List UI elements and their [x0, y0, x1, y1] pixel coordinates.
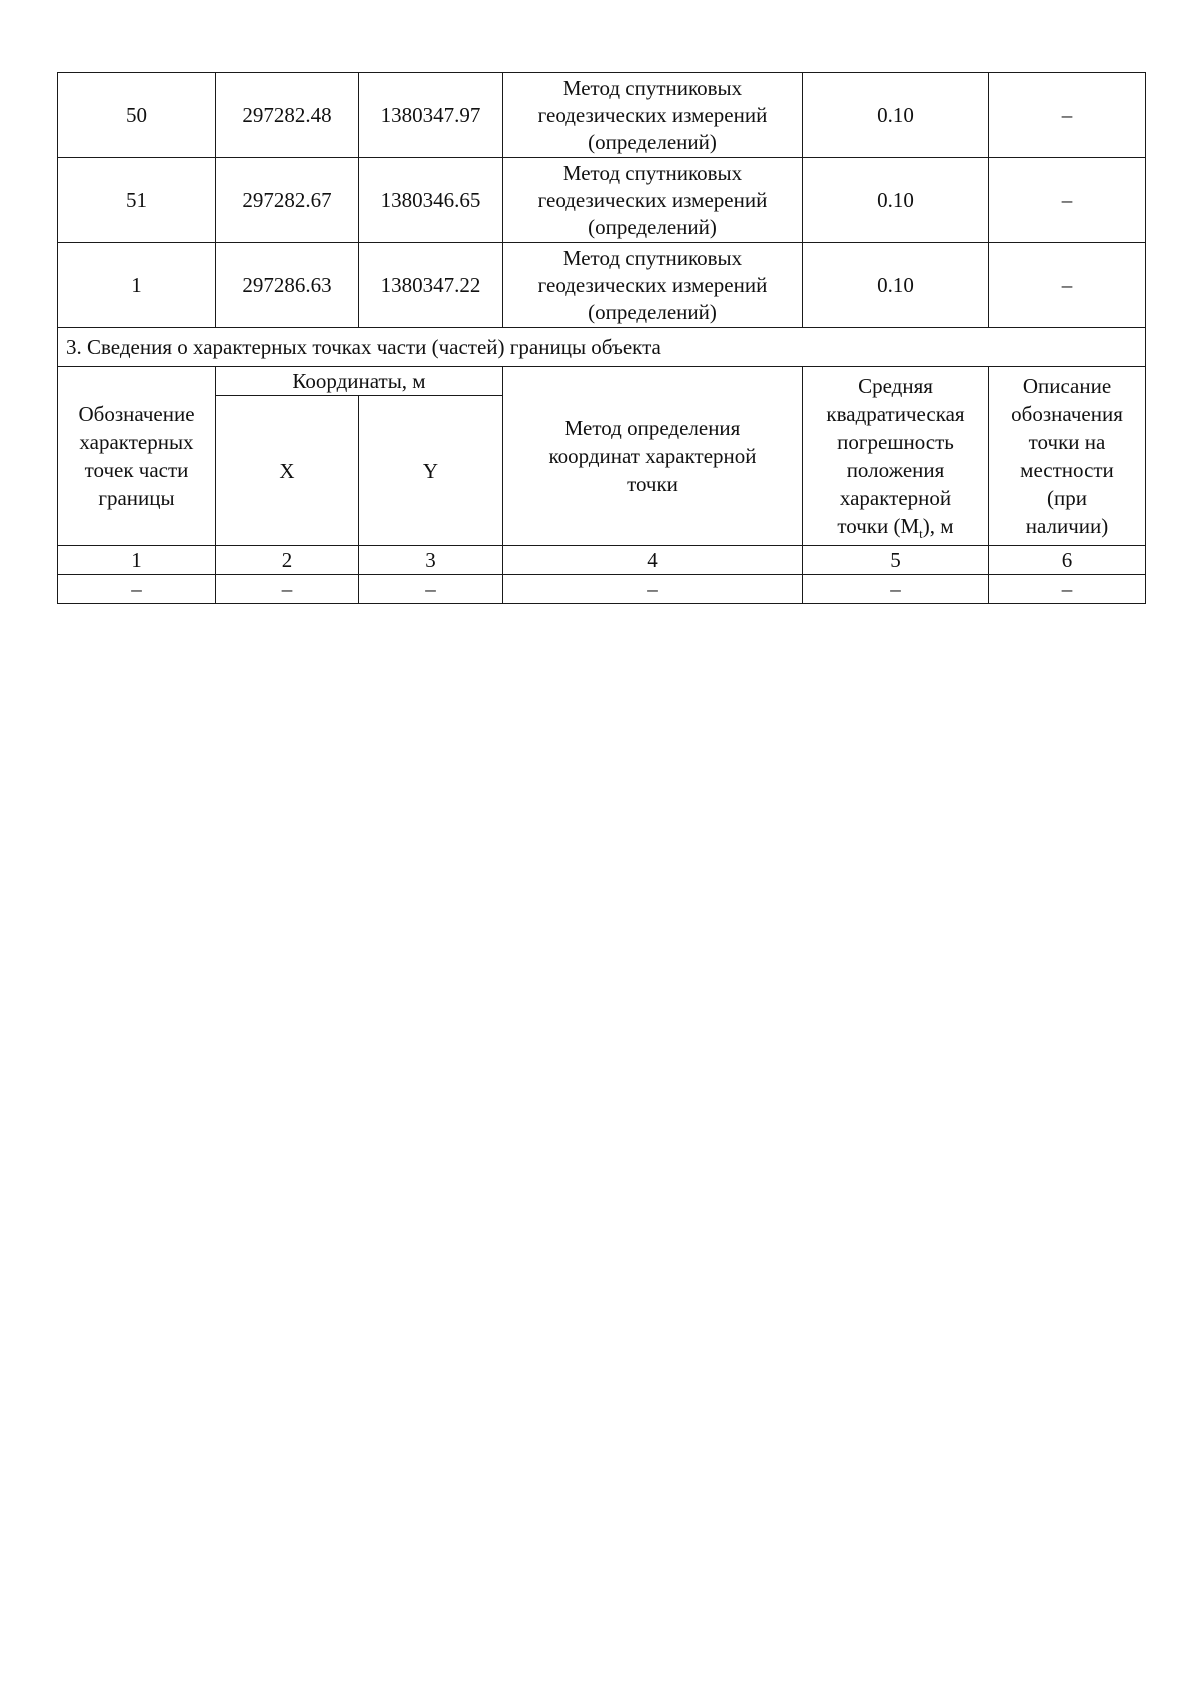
column-number: 3 [359, 546, 503, 575]
point-number: 51 [58, 158, 216, 243]
x-coordinate: 297282.48 [216, 73, 359, 158]
description-header [989, 367, 1146, 546]
point-number: 1 [58, 243, 216, 328]
method-line: геодезических измерений [537, 102, 768, 127]
description-value: – [989, 73, 1146, 158]
header-line: положения [846, 458, 945, 482]
header-line: обозначения [1011, 402, 1123, 426]
header-line: Средняя [858, 374, 933, 398]
accuracy-value: 0.10 [803, 73, 989, 158]
accuracy-value: 0.10 [803, 158, 989, 243]
header-line: точек части [84, 458, 189, 482]
method-line: Метод спутниковых [562, 160, 743, 185]
header-line: точки [627, 472, 678, 496]
description-value: – [989, 243, 1146, 328]
method-line: (определений) [588, 299, 717, 324]
table-row [58, 158, 1146, 243]
method-header [503, 367, 803, 546]
description-value: – [989, 158, 1146, 243]
header-text: ), м [922, 514, 954, 538]
section-title: 3. Сведения о характерных точках части (частей) границы объекта [58, 328, 1146, 367]
header-line: характерных [79, 430, 194, 454]
empty-cell: – [989, 575, 1146, 604]
method-line: Метод спутниковых [562, 75, 743, 100]
header-line: Описание [1022, 374, 1112, 398]
x-coordinate: 297286.63 [216, 243, 359, 328]
header-line: границы [98, 486, 175, 510]
column-number: 2 [216, 546, 359, 575]
x-coordinate: 297282.67 [216, 158, 359, 243]
header-line: Обозначение [78, 402, 195, 426]
y-coordinate: 1380346.65 [359, 158, 503, 243]
accuracy-value: 0.10 [803, 243, 989, 328]
point-number: 50 [58, 73, 216, 158]
empty-cell: – [216, 575, 359, 604]
header-line: квадратическая [826, 402, 965, 426]
subscript: t [919, 526, 923, 542]
header-line: наличии) [1025, 514, 1109, 538]
column-number-row [58, 546, 1146, 575]
table-row [58, 575, 1146, 604]
header-row [58, 367, 1146, 396]
method-cell [503, 73, 803, 158]
method-line: геодезических измерений [537, 272, 768, 297]
coordinates-table [57, 72, 1146, 604]
method-cell [503, 158, 803, 243]
method-cell [503, 243, 803, 328]
empty-cell: – [503, 575, 803, 604]
empty-cell: – [359, 575, 503, 604]
header-line: Метод определения [564, 416, 741, 440]
y-coordinate: 1380347.97 [359, 73, 503, 158]
empty-cell: – [58, 575, 216, 604]
coordinates-header: Координаты, м [216, 367, 503, 396]
header-line: координат характерной [548, 444, 757, 468]
method-line: геодезических измерений [537, 187, 768, 212]
designation-header [58, 367, 216, 546]
table-row [58, 73, 1146, 158]
method-line: (определений) [588, 129, 717, 154]
column-number: 4 [503, 546, 803, 575]
column-number: 5 [803, 546, 989, 575]
x-header: X [216, 396, 359, 546]
header-line: местности [1020, 458, 1114, 482]
empty-cell: – [803, 575, 989, 604]
table-row [58, 243, 1146, 328]
y-header: Y [359, 396, 503, 546]
column-number: 6 [989, 546, 1146, 575]
section-title-row [58, 328, 1146, 367]
accuracy-header [803, 367, 989, 546]
method-line: (определений) [588, 214, 717, 239]
header-line: характерной [839, 486, 952, 510]
header-line: точки на [1028, 430, 1106, 454]
header-line: (при [1047, 486, 1087, 510]
method-line: Метод спутниковых [562, 245, 743, 270]
header-line [806, 512, 985, 540]
header-text: точки (M [837, 514, 920, 538]
header-line: погрешность [837, 430, 954, 454]
column-number: 1 [58, 546, 216, 575]
y-coordinate: 1380347.22 [359, 243, 503, 328]
